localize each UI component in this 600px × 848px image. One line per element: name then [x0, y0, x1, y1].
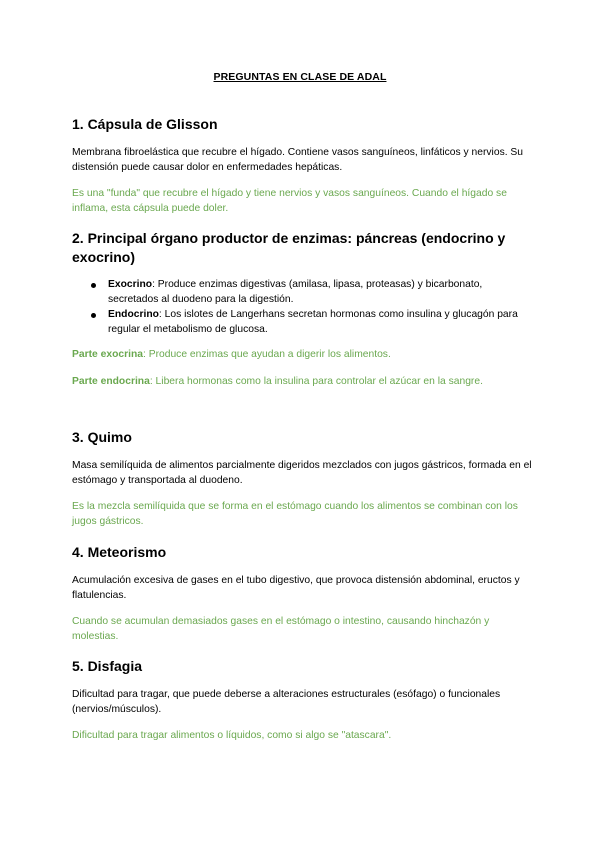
green-text: : Libera hormonas como la insulina para controlar el azúcar en la sangre.: [149, 376, 483, 387]
green-term: Parte exocrina: [72, 349, 143, 360]
simple-explanation-endocrina: [72, 374, 532, 389]
definition-quimo: Masa semilíquida de alimentos parcialmente digeridos mezclados con jugos gástricos, formada en el estómago y transportada al duodeno.: [72, 460, 532, 486]
simple-explanation-exocrina: [72, 347, 532, 362]
section-heading-disfagia: 5. Disfagia: [72, 658, 143, 674]
section-heading-capsula-glisson: 1. Cápsula de Glisson: [72, 116, 218, 132]
simple-explanation-disfagia: Dificultad para tragar alimentos o líquidos, como si algo se "atascara".: [72, 730, 392, 741]
bullet-icon: [91, 283, 96, 288]
definition-disfagia: Dificultad para tragar, que puede deberse a alteraciones estructurales (esófago) o funcionales (nervios/músculos).: [72, 689, 501, 715]
bullet-icon: [91, 313, 96, 318]
section-heading-meteorismo: 4. Meteorismo: [72, 544, 167, 560]
bullet-term: Exocrino: [108, 279, 153, 290]
simple-explanation-quimo: Es la mezcla semilíquida que se forma en el estómago cuando los alimentos se combinan con los jugos gástricos.: [72, 501, 518, 527]
list-item: [72, 307, 532, 337]
definition-meteorismo: Acumulación excesiva de gases en el tubo digestivo, que provoca distensión abdominal, eructos y flatulencias.: [72, 575, 520, 601]
bullet-text: : Produce enzimas digestivas (amilasa, lipasa, proteasas) y bicarbonato, secretados al duodeno para la digestión.: [108, 279, 483, 305]
document-title: PREGUNTAS EN CLASE DE ADAL: [213, 71, 387, 83]
green-term: Parte endocrina: [72, 376, 150, 387]
pancreas-bullet-list: [72, 277, 532, 337]
simple-explanation-capsula-glisson: Es una "funda" que recubre el hígado y tiene nervios y vasos sanguíneos. Cuando el hígado se inflama, esta cápsula puede doler.: [72, 188, 507, 214]
green-text: : Produce enzimas que ayudan a digerir los alimentos.: [142, 349, 391, 360]
definition-capsula-glisson: Membrana fibroelástica que recubre el hígado. Contiene vasos sanguíneos, linfáticos y nervios. Su distensión puede causar dolor en enfermedades hepáticas.: [72, 147, 524, 173]
simple-explanation-meteorismo: Cuando se acumulan demasiados gases en el estómago o intestino, causando hinchazón y molestias.: [72, 616, 490, 642]
list-item: [72, 277, 532, 307]
section-heading-quimo: 3. Quimo: [72, 429, 132, 445]
section-heading-pancreas: 2. Principal órgano productor de enzimas: páncreas (endocrino y exocrino): [72, 230, 506, 265]
bullet-text: : Los islotes de Langerhans secretan hormonas como insulina y glucagón para regular el metabolismo de glucosa.: [108, 309, 518, 335]
bullet-term: Endocrino: [108, 309, 159, 320]
